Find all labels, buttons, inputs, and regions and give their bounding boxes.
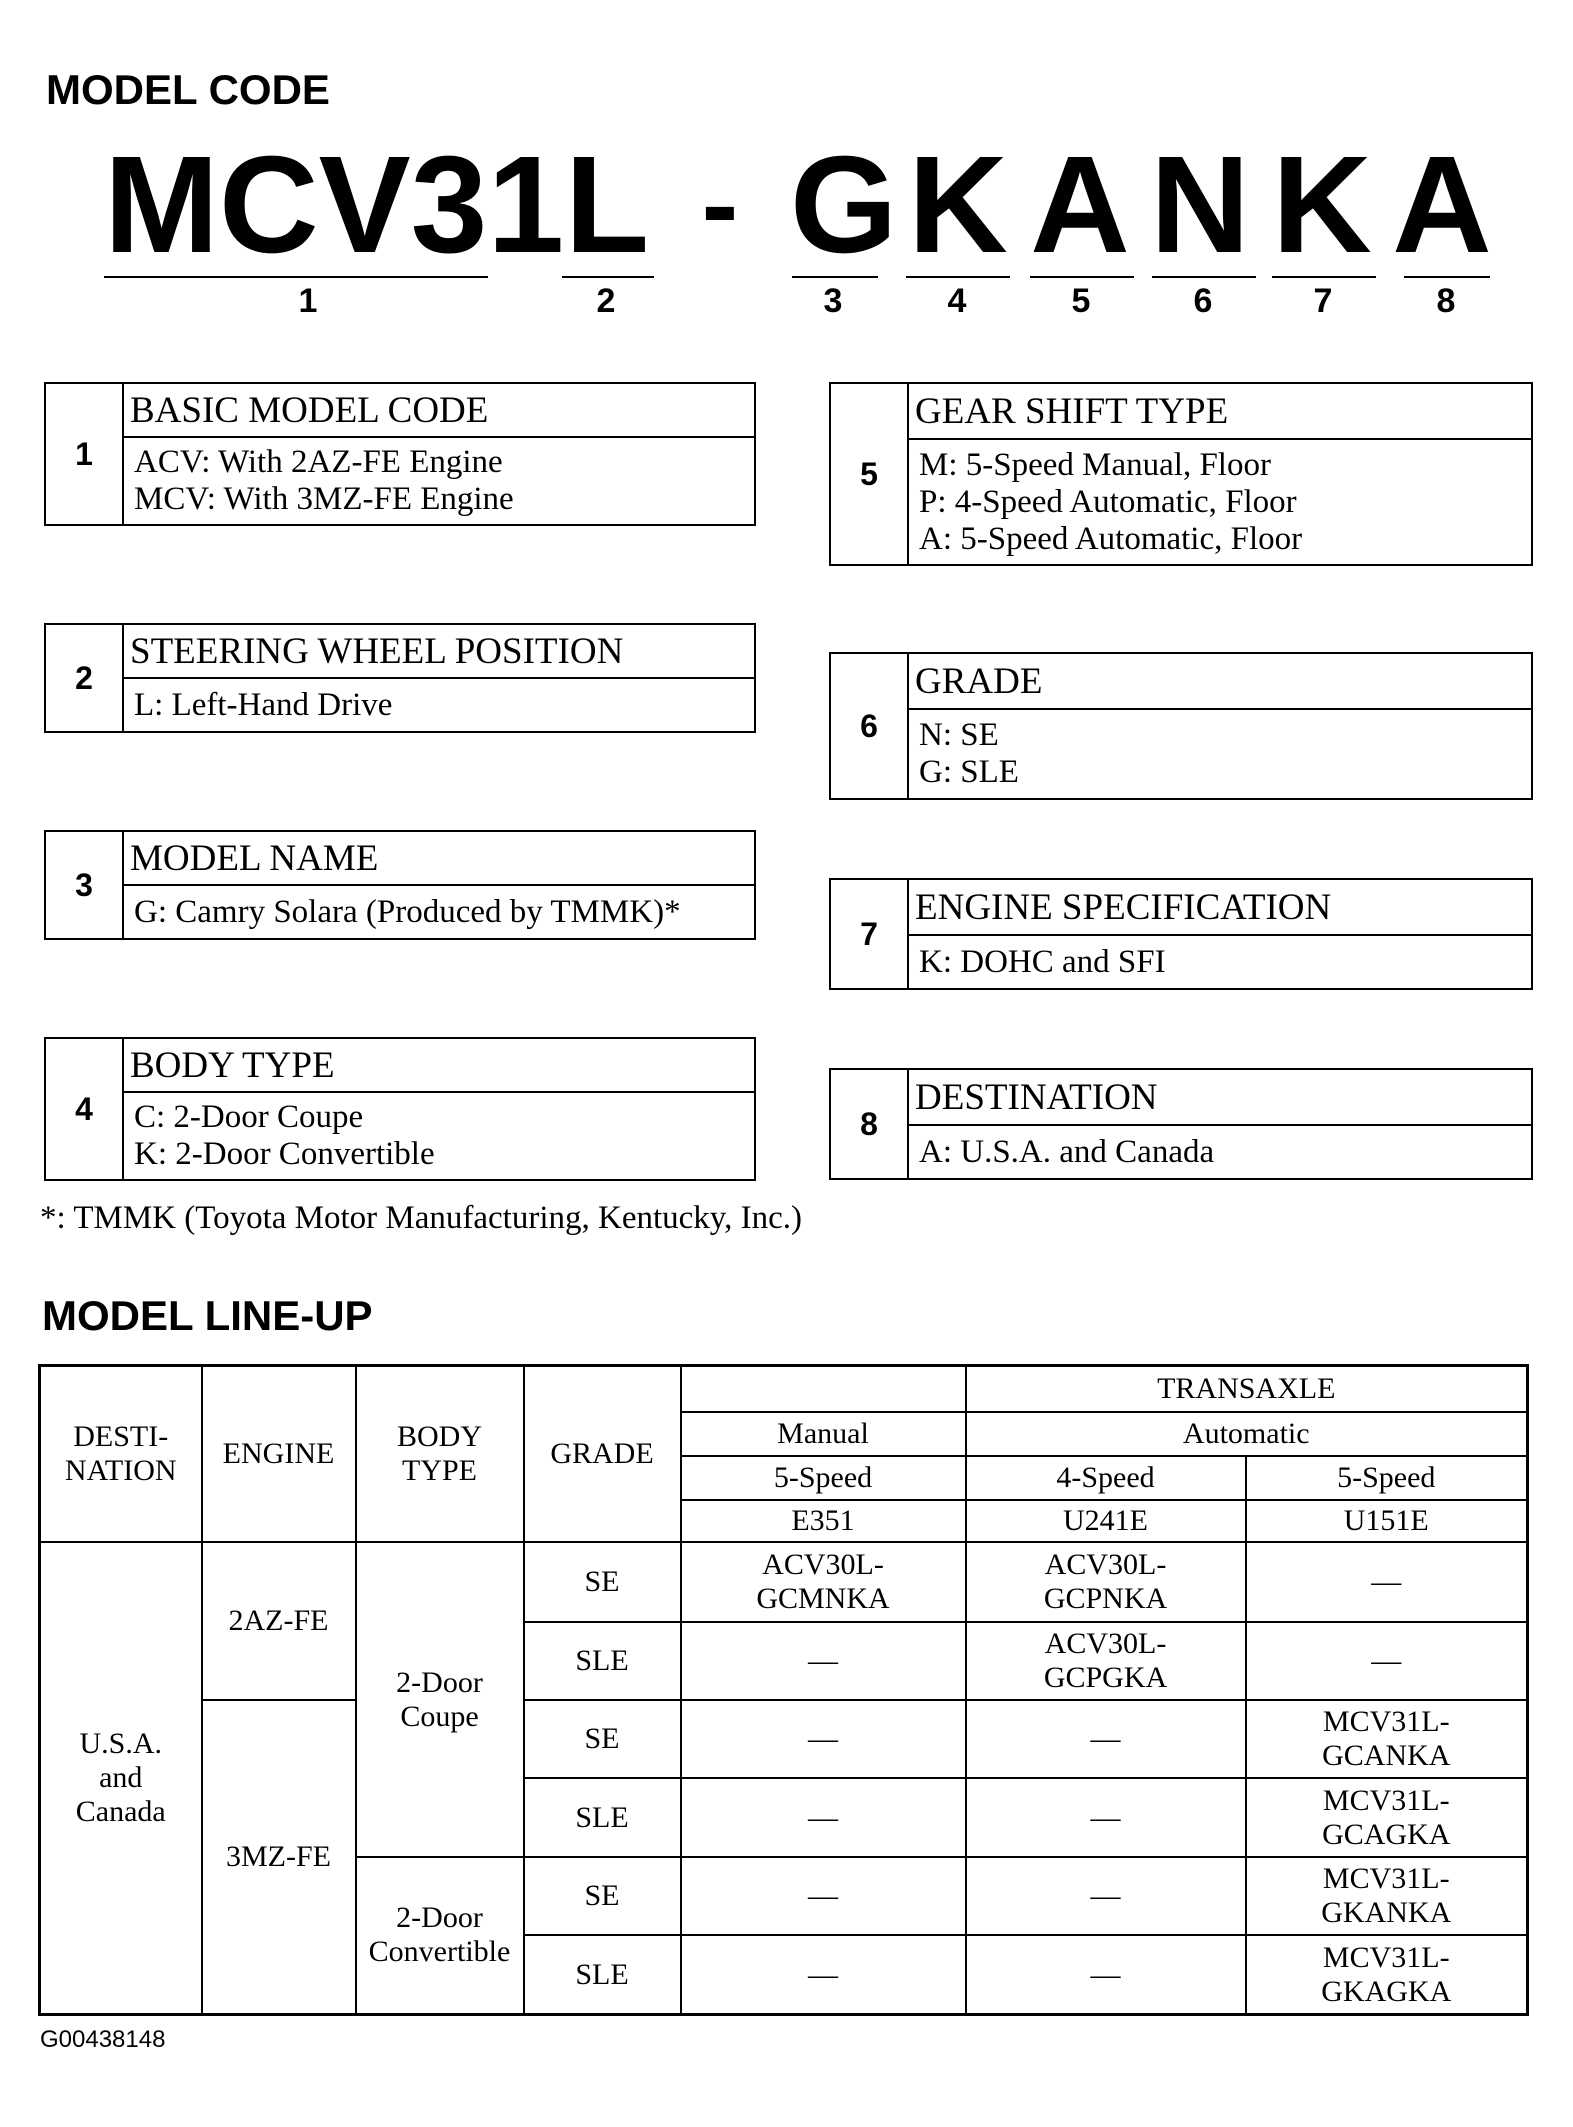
box-line: M: 5-Speed Manual, Floor [919, 446, 1271, 483]
cell-destination: U.S.A. and Canada [40, 1542, 202, 2014]
cell-model: MCV31L- GKAGKA [1246, 1935, 1528, 2014]
cell-grade: SLE [524, 1935, 681, 2014]
model-lineup-table [38, 1364, 1529, 2016]
cell-grade: SE [524, 1857, 681, 1935]
header-speed-auto5: 5-Speed [1246, 1456, 1528, 1500]
box-line: A: U.S.A. and Canada [919, 1133, 1215, 1170]
box-body [122, 438, 754, 524]
code-segment-basic: MCV31 [104, 128, 565, 282]
box-number: 3 [46, 832, 124, 938]
code-underline-3 [792, 276, 878, 278]
header-code-manual: E351 [681, 1500, 966, 1542]
code-underline-1 [104, 276, 488, 278]
box-line: G: SLE [919, 754, 1019, 790]
cell-model: — [1246, 1542, 1528, 1621]
header-destination: DESTI- NATION [40, 1366, 202, 1543]
box-heading: BASIC MODEL CODE [122, 384, 754, 438]
cell-model: MCV31L- GCAGKA [1246, 1778, 1528, 1856]
code-underline-2 [562, 276, 654, 278]
code-number-2: 2 [596, 282, 616, 320]
cell-grade: SE [524, 1542, 681, 1621]
box-heading: BODY TYPE [122, 1039, 754, 1093]
header-body-type: BODY TYPE [356, 1366, 524, 1543]
box-basic-model-code [44, 382, 756, 526]
figure-id: G00438148 [40, 2026, 166, 2053]
header-speed-manual: 5-Speed [681, 1456, 966, 1500]
box-model-name [44, 830, 756, 940]
box-gear-shift-type [829, 382, 1533, 566]
header-manual: Manual [681, 1412, 966, 1456]
code-segment-gear-shift: A [1030, 128, 1130, 282]
table-row [40, 1542, 1528, 1621]
cell-model: — [966, 1700, 1246, 1778]
box-number: 5 [831, 384, 909, 564]
code-segment-grade: N [1150, 128, 1250, 282]
code-segment-dash: - [701, 143, 739, 266]
box-line: K: 2-Door Convertible [134, 1136, 435, 1172]
code-number-6: 6 [1193, 282, 1213, 320]
cell-model: — [966, 1935, 1246, 2014]
box-body [122, 679, 754, 731]
code-underline-4 [906, 276, 1010, 278]
box-heading: DESTINATION [907, 1070, 1531, 1126]
header-engine: ENGINE [202, 1366, 356, 1543]
box-number: 2 [46, 625, 124, 731]
box-line: MCV: With 3MZ-FE Engine [134, 481, 514, 517]
code-number-1: 1 [298, 282, 318, 320]
box-body [907, 710, 1531, 798]
header-blank [681, 1366, 966, 1412]
code-number-4: 4 [947, 282, 967, 320]
footnote: *: TMMK (Toyota Motor Manufacturing, Kentucky, Inc.) [40, 1200, 803, 1236]
cell-model: — [681, 1857, 966, 1935]
cell-engine: 2AZ-FE [202, 1542, 356, 1700]
header-automatic: Automatic [966, 1412, 1528, 1456]
box-destination [829, 1068, 1533, 1180]
box-body [122, 1093, 754, 1179]
cell-model: — [681, 1700, 966, 1778]
box-number: 4 [46, 1039, 124, 1179]
box-line: K: DOHC and SFI [919, 943, 1166, 980]
cell-model: — [681, 1778, 966, 1856]
header-speed-auto4: 4-Speed [966, 1456, 1246, 1500]
cell-model: MCV31L- GKANKA [1246, 1857, 1528, 1935]
cell-model: ACV30L- GCPNKA [966, 1542, 1246, 1621]
box-body [907, 440, 1531, 564]
box-heading: GRADE [907, 654, 1531, 710]
box-line: A: 5-Speed Automatic, Floor [919, 520, 1303, 557]
code-segment-model-name: G [790, 128, 898, 282]
box-line: ACV: With 2AZ-FE Engine [134, 444, 503, 480]
model-code-title: MODEL CODE [46, 66, 330, 113]
box-grade [829, 652, 1533, 800]
box-line: G: Camry Solara (Produced by TMMK)* [134, 893, 681, 930]
box-engine-specification [829, 878, 1533, 990]
box-line: L: Left-Hand Drive [134, 686, 393, 723]
lineup-title: MODEL LINE-UP [42, 1292, 373, 1339]
box-number: 8 [831, 1070, 909, 1178]
cell-grade: SLE [524, 1778, 681, 1856]
box-number: 7 [831, 880, 909, 988]
cell-grade: SLE [524, 1622, 681, 1700]
cell-model: — [681, 1622, 966, 1700]
box-body-type [44, 1037, 756, 1181]
cell-model: ACV30L- GCPGKA [966, 1622, 1246, 1700]
cell-model: — [966, 1857, 1246, 1935]
code-underline-5 [1030, 276, 1134, 278]
header-code-auto4: U241E [966, 1500, 1246, 1542]
box-heading: MODEL NAME [122, 832, 754, 886]
box-heading: STEERING WHEEL POSITION [122, 625, 754, 679]
table-row [40, 1700, 1528, 1778]
box-body [122, 886, 754, 938]
cell-body-type: 2-Door Coupe [356, 1542, 524, 1856]
code-segment-engine-spec: K [1272, 128, 1372, 282]
box-line: P: 4-Speed Automatic, Floor [919, 483, 1297, 520]
code-underline-6 [1152, 276, 1256, 278]
box-heading: ENGINE SPECIFICATION [907, 880, 1531, 936]
code-underline-7 [1272, 276, 1376, 278]
code-segment-steering: L [564, 128, 650, 282]
cell-model: — [966, 1778, 1246, 1856]
code-number-7: 7 [1313, 282, 1333, 320]
box-number: 1 [46, 384, 124, 524]
header-transaxle: TRANSAXLE [966, 1366, 1528, 1412]
box-line: N: SE [919, 717, 999, 753]
cell-body-type: 2-Door Convertible [356, 1857, 524, 2015]
code-segment-body-type: K [908, 128, 1008, 282]
cell-model: — [1246, 1622, 1528, 1700]
code-number-3: 3 [823, 282, 843, 320]
box-heading: GEAR SHIFT TYPE [907, 384, 1531, 440]
code-number-8: 8 [1436, 282, 1456, 320]
cell-grade: SE [524, 1700, 681, 1778]
box-body [907, 936, 1531, 988]
header-code-auto5: U151E [1246, 1500, 1528, 1542]
header-grade: GRADE [524, 1366, 681, 1543]
box-number: 6 [831, 654, 909, 798]
cell-model: MCV31L- GCANKA [1246, 1700, 1528, 1778]
code-segment-destination: A [1392, 128, 1492, 282]
code-underline-8 [1404, 276, 1490, 278]
cell-engine: 3MZ-FE [202, 1700, 356, 2014]
cell-model: ACV30L- GCMNKA [681, 1542, 966, 1621]
code-number-5: 5 [1071, 282, 1091, 320]
cell-model: — [681, 1935, 966, 2014]
box-line: C: 2-Door Coupe [134, 1099, 364, 1135]
box-body [907, 1126, 1531, 1178]
box-steering-wheel-position [44, 623, 756, 733]
